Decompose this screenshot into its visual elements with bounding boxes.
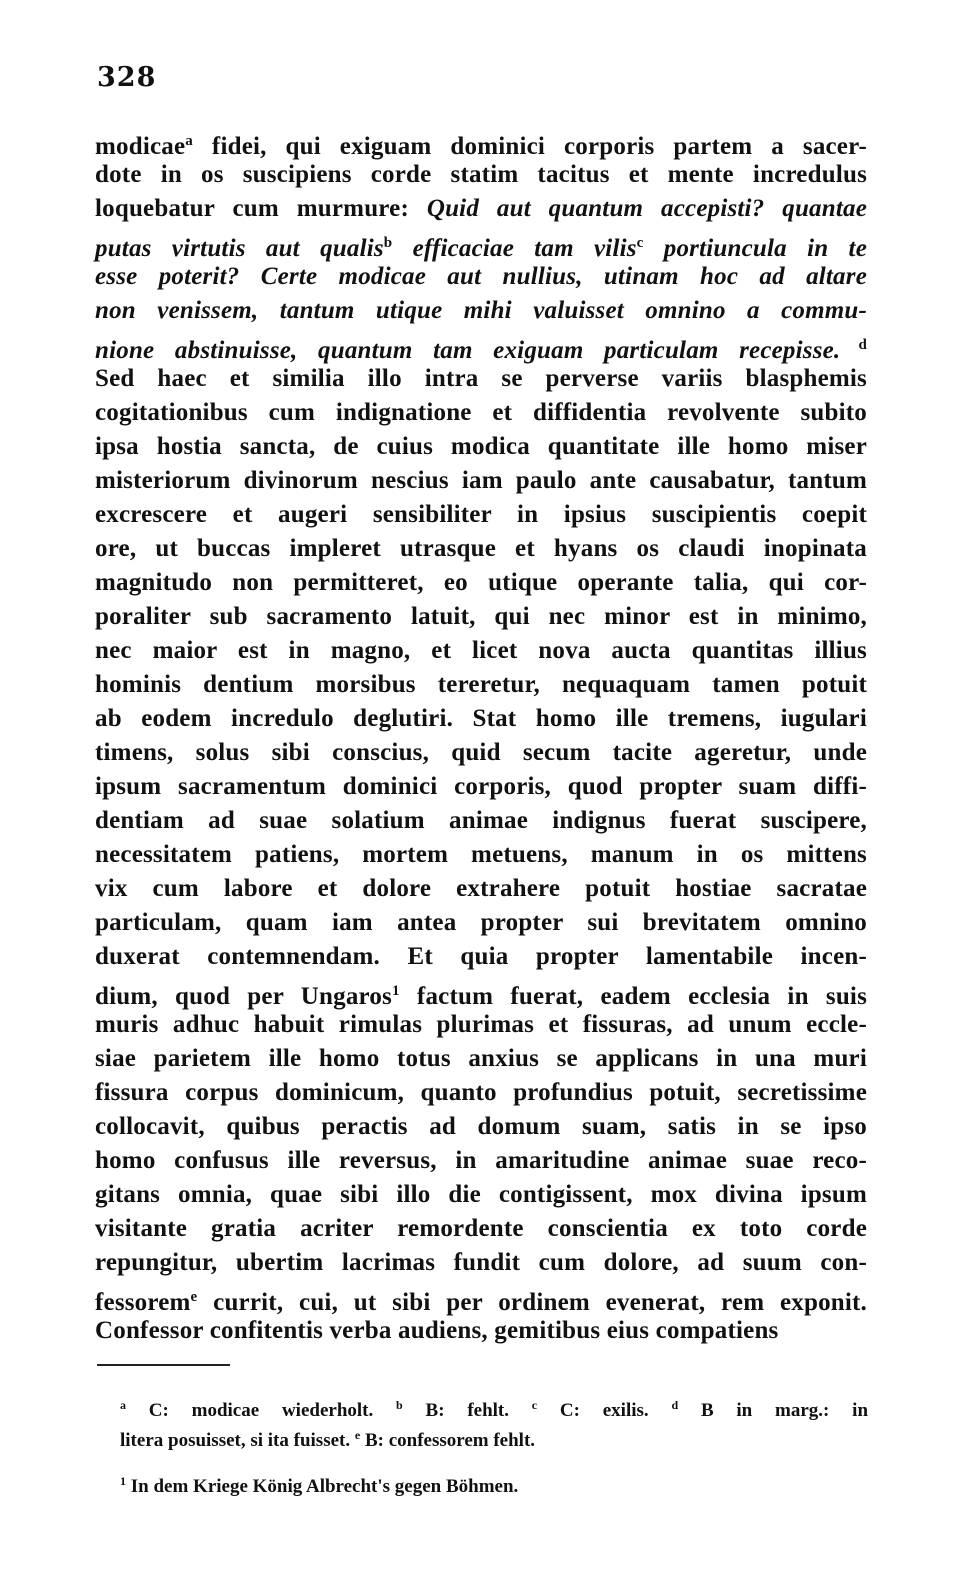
body-text: modicae xyxy=(95,133,186,160)
body-line xyxy=(95,260,867,294)
body-line xyxy=(95,1008,867,1042)
body-line xyxy=(95,1178,867,1212)
notes-text: B: confessorem fehlt. xyxy=(360,1430,536,1451)
body-line xyxy=(95,668,867,702)
body-line xyxy=(95,634,867,668)
body-text: excrescere et augeri sensibiliter in ipsius suscipientis coepit xyxy=(95,501,867,528)
body-text: non venissem, tantum utique mihi valuisset omnino a commu- xyxy=(95,297,867,324)
body-line xyxy=(95,158,867,192)
body-line xyxy=(95,294,867,328)
footnote-gap xyxy=(120,1450,868,1466)
body-text: Confessor confitentis verba audiens, gemitibus eius compatiens xyxy=(95,1317,779,1344)
body-text: duxerat contemnendam. Et quia propter lamentabile incen- xyxy=(95,943,867,970)
body-text: fessorem xyxy=(95,1289,191,1316)
body-text: visitante gratia acriter remordente conscientia ex toto corde xyxy=(95,1215,867,1242)
body-line xyxy=(95,498,867,532)
body-line xyxy=(95,872,867,906)
body-text: poraliter sub sacramento latuit, qui nec minor est in minimo, xyxy=(95,603,867,630)
footnote-marker: e xyxy=(354,1428,361,1442)
body-text: Quid aut quantum accepisti? quantae xyxy=(426,195,867,222)
body-text: vix cum labore et dolore extrahere potuit hostiae sacratae xyxy=(95,875,867,902)
body-text: fidei, qui exiguam dominici corporis partem a sacer- xyxy=(192,133,867,160)
body-line xyxy=(95,1314,867,1348)
body-line xyxy=(95,1042,867,1076)
body-line xyxy=(95,192,867,226)
notes-line xyxy=(120,1390,868,1420)
body-text: fissura corpus dominicum, quanto profundius potuit, secretissime xyxy=(95,1079,867,1106)
footnote-marker: b xyxy=(396,1398,403,1412)
body-line xyxy=(95,1110,867,1144)
body-text: dote in os suscipiens corde statim tacitus et mente incredulus xyxy=(95,161,867,188)
body-text: gitans omnia, quae sibi illo die contigissent, mox divina ipsum xyxy=(95,1181,867,1208)
body-line xyxy=(95,1280,867,1314)
footnote-marker: 1 xyxy=(392,983,400,999)
footnotes xyxy=(120,1390,868,1496)
body-text: ore, ut buccas impleret utrasque et hyans os claudi inopinata xyxy=(95,535,867,562)
body-line xyxy=(95,124,867,158)
body-text: muris adhuc habuit rimulas plurimas et fissuras, ad unum eccle- xyxy=(95,1011,867,1038)
body-text: particulam, quam iam antea propter sui brevitatem omnino xyxy=(95,909,867,936)
body-text: portiuncula in te xyxy=(643,235,867,262)
body-text: currit, cui, ut sibi per ordinem evenerat, rem exponit. xyxy=(197,1289,867,1316)
body-line xyxy=(95,226,867,260)
footnote-line xyxy=(120,1466,868,1496)
footnote-divider xyxy=(97,1364,230,1366)
body-line xyxy=(95,906,867,940)
body-text: ab eodem incredulo deglutiri. Stat homo ille tremens, iugulari xyxy=(95,705,867,732)
body-line xyxy=(95,1076,867,1110)
body-text: siae parietem ille homo totus anxius se applicans in una muri xyxy=(95,1045,867,1072)
body-text: repungitur, ubertim lacrimas fundit cum dolore, ad suum con- xyxy=(95,1249,867,1276)
body-line xyxy=(95,804,867,838)
body-text: homo confusus ille reversus, in amaritudine animae suae reco- xyxy=(95,1147,867,1174)
body-text: loquebatur cum murmure: xyxy=(95,195,427,222)
footnote-marker: a xyxy=(185,133,193,149)
footnote-text: In dem Kriege König Albrecht's gegen Böhmen. xyxy=(126,1476,519,1497)
body-text: putas virtutis aut qualis xyxy=(95,235,384,262)
footnote-marker: e xyxy=(190,1289,198,1305)
body-line xyxy=(95,362,867,396)
footnote-marker: c xyxy=(636,235,644,251)
footnote-marker: b xyxy=(383,235,393,251)
footnote-marker: d xyxy=(840,337,867,353)
body-line xyxy=(95,396,867,430)
body-line xyxy=(95,600,867,634)
body-line xyxy=(95,566,867,600)
body-text: magnitudo non permitteret, eo utique operante talia, qui cor- xyxy=(95,569,867,596)
notes-text: B: fehlt. xyxy=(402,1400,532,1421)
body-line xyxy=(95,770,867,804)
body-line xyxy=(95,328,867,362)
body-line xyxy=(95,940,867,974)
notes-text: C: modicae wiederholt. xyxy=(126,1400,397,1421)
body-text: ipsum sacramentum dominici corporis, quod propter suam diffi- xyxy=(95,773,867,800)
body-text: ipsa hostia sancta, de cuius modica quantitate ille homo miser xyxy=(95,433,867,460)
body-line xyxy=(95,464,867,498)
body-line xyxy=(95,430,867,464)
footnote-marker: 1 xyxy=(120,1474,126,1488)
notes-line xyxy=(120,1420,868,1450)
body-text: nione abstinuisse, quantum tam exiguam particulam recepisse. xyxy=(95,337,841,364)
notes-text: B in marg.: in xyxy=(678,1400,869,1421)
footnote-marker: a xyxy=(120,1398,126,1412)
page-number: 328 xyxy=(97,62,157,93)
notes-text: litera posuisset, si ita fuisset. xyxy=(120,1430,355,1451)
body-line xyxy=(95,1212,867,1246)
body-text: misteriorum divinorum nescius iam paulo ante causabatur, tantum xyxy=(95,467,867,494)
body-line xyxy=(95,1246,867,1280)
body-text: hominis dentium morsibus tereretur, nequaquam tamen potuit xyxy=(95,671,867,698)
body-line xyxy=(95,838,867,872)
body-line xyxy=(95,702,867,736)
notes-text: C: exilis. xyxy=(537,1400,672,1421)
body-text: dium, quod per Ungaros xyxy=(95,983,392,1010)
footnote-marker: d xyxy=(671,1398,679,1412)
footnote-marker: c xyxy=(531,1398,538,1412)
body-line xyxy=(95,974,867,1008)
body-text: cogitationibus cum indignatione et diffidentia revolvente subito xyxy=(95,399,867,426)
body-text: collocavit, quibus peractis ad domum suam, satis in se ipso xyxy=(95,1113,867,1140)
body-text: efficaciae tam vilis xyxy=(392,235,637,262)
body-text: factum fuerat, eadem ecclesia in suis xyxy=(399,983,868,1010)
body-line xyxy=(95,1144,867,1178)
body-line xyxy=(95,532,867,566)
body-line xyxy=(95,736,867,770)
body-text: Sed haec et similia illo intra se perverse variis blasphemis xyxy=(95,365,867,392)
main-text xyxy=(95,124,867,1348)
body-text: timens, solus sibi conscius, quid secum tacite ageretur, unde xyxy=(95,739,867,766)
body-text: nec maior est in magno, et licet nova aucta quantitas illius xyxy=(95,637,867,664)
body-text: necessitatem patiens, mortem metuens, manum in os mittens xyxy=(95,841,867,868)
body-text: dentiam ad suae solatium animae indignus fuerat suscipere, xyxy=(95,807,867,834)
body-text: esse poterit? Certe modicae aut nullius, utinam hoc ad altare xyxy=(95,263,867,290)
